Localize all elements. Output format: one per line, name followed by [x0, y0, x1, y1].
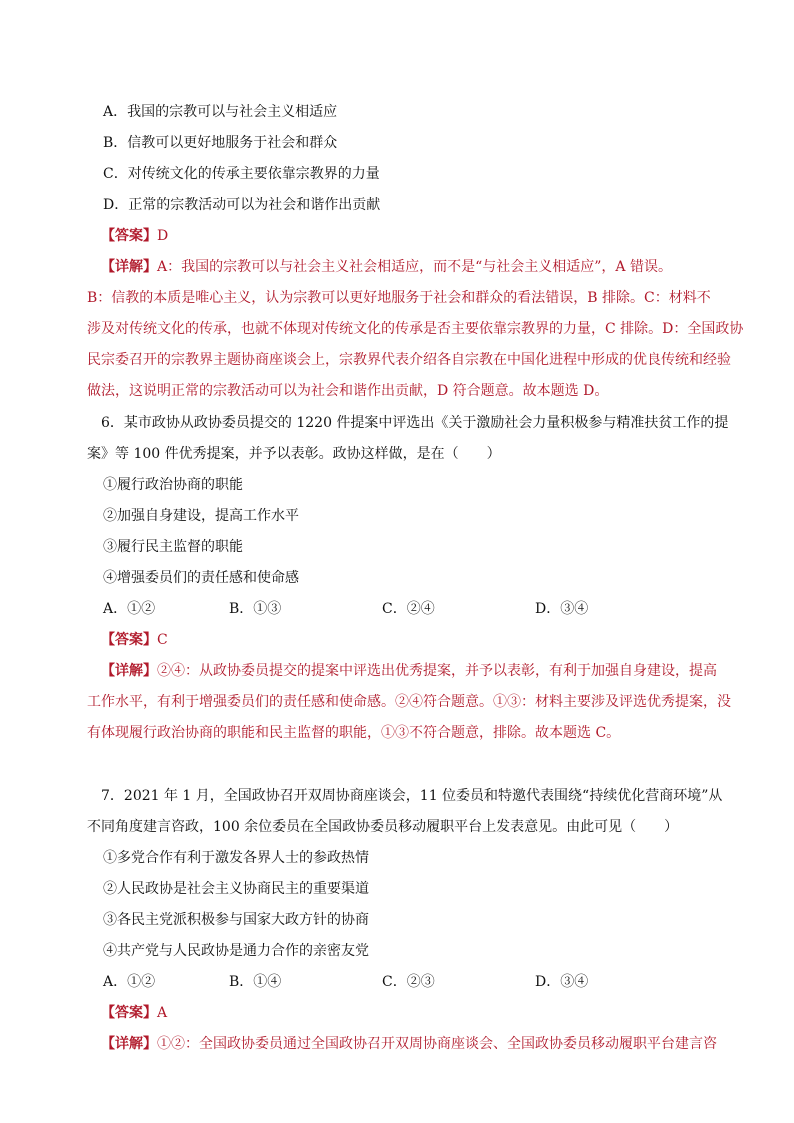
- q5-explain-line: 民宗委召开的宗教界主题协商座谈会上，宗教界代表介绍各自宗教在中国化进程中形成的优良传统和经验: [87, 352, 731, 368]
- answer-value: A: [157, 1005, 168, 1021]
- q7-statement: ③各民主党派积极参与国家大政方针的协商: [103, 912, 369, 928]
- q7-choice-b: B．①④: [229, 974, 282, 990]
- q6-explain-line: [101, 661, 717, 681]
- q6-explain-line: 工作水平，有利于增强委员们的责任感和使命感。②④符合题意。①③：材料主要涉及评选优秀提案，没: [87, 694, 731, 710]
- q7-answer: [101, 1003, 167, 1023]
- q5-option-a: A．我国的宗教可以与社会主义相适应: [103, 104, 338, 120]
- q6-answer: [101, 630, 168, 650]
- q7-choice-d: D．③④: [535, 974, 589, 990]
- explain-tag: 【详解】: [101, 259, 157, 275]
- q6-stem-line: 案》等 100 件优秀提案，并予以表彰。政协这样做，是在（ ）: [87, 446, 501, 462]
- q7-statement: ①多党合作有利于激发各界人士的参政热情: [103, 850, 369, 866]
- q7-explain-line: [101, 1034, 717, 1054]
- explain-tag: 【详解】: [101, 663, 157, 679]
- q5-option-c: C．对传统文化的传承主要依靠宗教界的力量: [103, 166, 380, 182]
- q7-choices: [0, 972, 794, 992]
- explain-tag: 【详解】: [101, 1036, 157, 1052]
- answer-tag: 【答案】: [101, 1005, 157, 1021]
- q6-choice-b: B．①③: [229, 601, 282, 617]
- q6-statement: ②加强自身建设，提高工作水平: [103, 508, 299, 524]
- q5-explain-line: 做法，这说明正常的宗教活动可以为社会和谐作出贡献，D 符合题意。故本题选 D。: [87, 383, 609, 399]
- q6-statement: ③履行民主监督的职能: [103, 539, 243, 555]
- explain-text: ②④：从政协委员提交的提案中评选出优秀提案，并予以表彰，有利于加强自身建设，提高: [157, 663, 717, 679]
- q6-choice-c: C．②④: [382, 601, 435, 617]
- answer-value: D: [157, 228, 169, 244]
- q7-stem-line: 不同角度建言咨政，100 余位委员在全国政协委员移动履职平台上发表意见。由此可见（ ）: [87, 819, 679, 835]
- q5-explain-line: [101, 257, 672, 277]
- q6-stem-line: 6．某市政协从政协委员提交的 1220 件提案中评选出《关于激励社会力量积极参与精准扶贫工作的提: [101, 415, 729, 431]
- q6-explain-line: 有体现履行政治协商的职能和民主监督的职能，①③不符合题意，排除。故本题选 C。: [87, 725, 621, 741]
- q5-option-b: B．信教可以更好地服务于社会和群众: [103, 135, 338, 151]
- q5-option-d: D．正常的宗教活动可以为社会和谐作出贡献: [103, 197, 381, 213]
- q5-explain-line: B：信教的本质是唯心主义，认为宗教可以更好地服务于社会和群众的看法错误，B 排除。C：材料不: [87, 290, 711, 306]
- q7-choice-a: A．①②: [103, 974, 156, 990]
- q7-choice-c: C．②③: [382, 974, 435, 990]
- explain-text: ①②：全国政协委员通过全国政协召开双周协商座谈会、全国政协委员移动履职平台建言咨: [157, 1036, 717, 1052]
- q6-choice-d: D．③④: [535, 601, 589, 617]
- q7-statement: ④共产党与人民政协是通力合作的亲密友党: [103, 943, 369, 959]
- answer-value: C: [157, 632, 168, 648]
- q6-choice-a: A．①②: [103, 601, 156, 617]
- q7-statement: ②人民政协是社会主义协商民主的重要渠道: [103, 881, 369, 897]
- q6-statement: ④增强委员们的责任感和使命感: [103, 570, 299, 586]
- q6-statement: ①履行政治协商的职能: [103, 477, 243, 493]
- q5-answer: [101, 226, 168, 246]
- answer-tag: 【答案】: [101, 632, 157, 648]
- explain-text: A：我国的宗教可以与社会主义社会相适应，而不是“与社会主义相适应”，A 错误。: [157, 259, 672, 275]
- answer-tag: 【答案】: [101, 228, 157, 244]
- q5-explain-line: 涉及对传统文化的传承，也就不体现对传统文化的传承是否主要依靠宗教界的力量，C 排除。D：全国政协: [87, 321, 744, 337]
- q7-stem-line: 7．2021 年 1 月，全国政协召开双周协商座谈会，11 位委员和特邀代表围绕“持续优化营商环境”从: [101, 788, 723, 804]
- q6-choices: [0, 599, 794, 619]
